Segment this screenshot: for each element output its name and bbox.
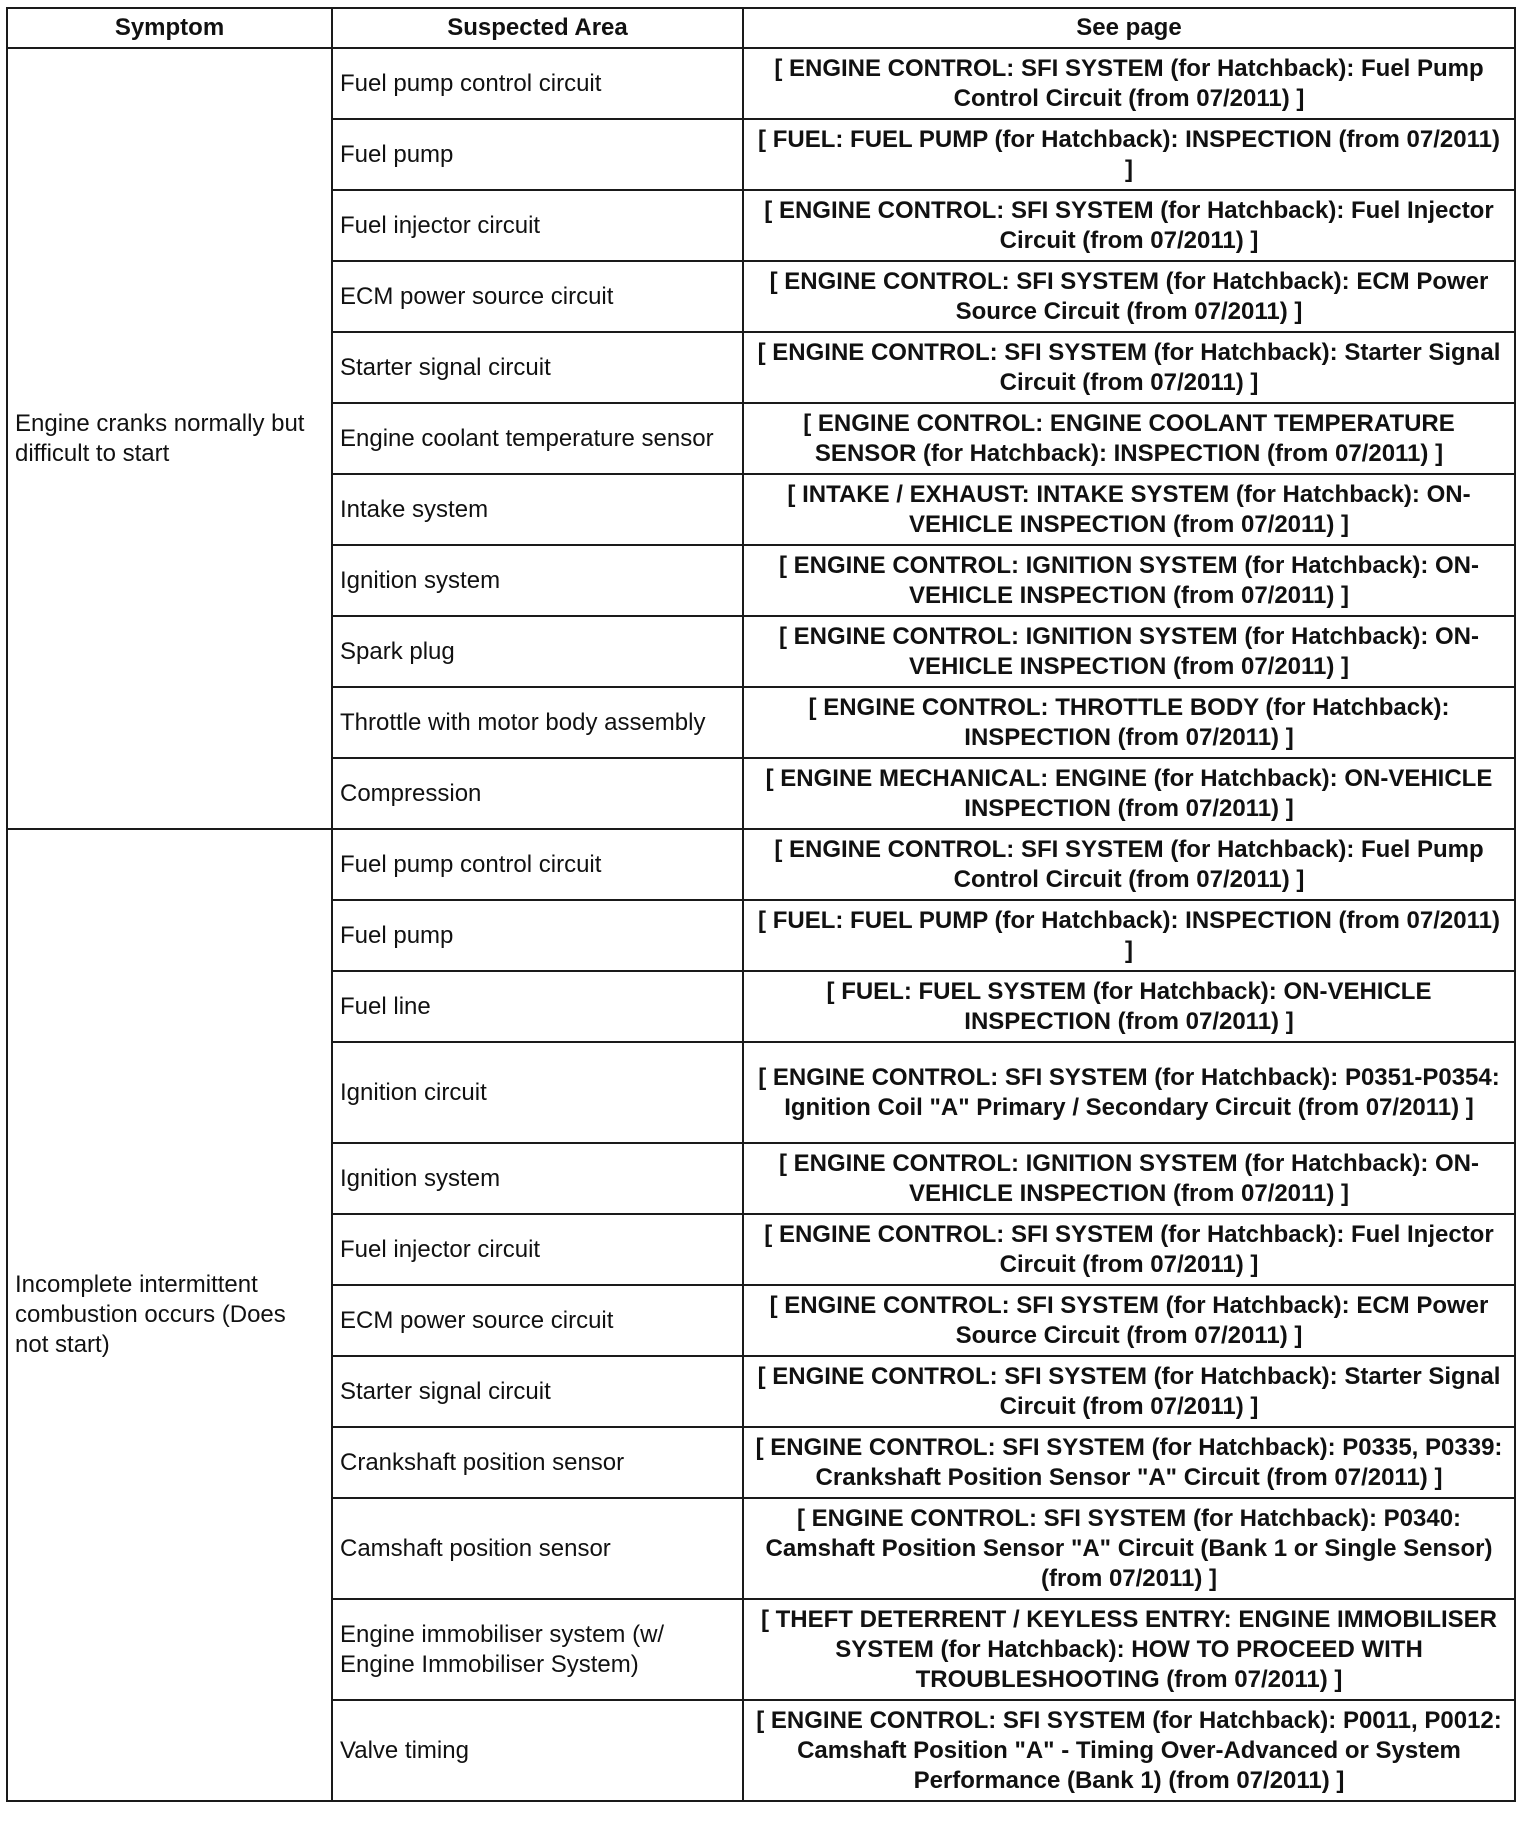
see-page-link[interactable]: [ ENGINE CONTROL: IGNITION SYSTEM (for Hatchback): ON-VEHICLE INSPECTION (from 07/2011) ] (743, 1143, 1515, 1214)
suspected-area-cell: Engine immobiliser system (w/ Engine Immobiliser System) (332, 1599, 743, 1700)
symptom-cell: Engine cranks normally but difficult to start (7, 48, 332, 829)
suspected-area-cell: Intake system (332, 474, 743, 545)
see-page-link[interactable]: [ ENGINE CONTROL: SFI SYSTEM (for Hatchback): P0340: Camshaft Position Sensor "A" Circuit (Bank 1 or Single Sensor) (from 07/2011) ] (743, 1498, 1515, 1599)
suspected-area-cell: Throttle with motor body assembly (332, 687, 743, 758)
suspected-area-cell: Compression (332, 758, 743, 829)
suspected-area-cell: Fuel pump (332, 900, 743, 971)
suspected-area-cell: Crankshaft position sensor (332, 1427, 743, 1498)
table-row (7, 48, 1515, 119)
suspected-area-cell: Fuel pump (332, 119, 743, 190)
suspected-area-cell: Starter signal circuit (332, 332, 743, 403)
suspected-area-cell: Engine coolant temperature sensor (332, 403, 743, 474)
see-page-link[interactable]: [ ENGINE CONTROL: IGNITION SYSTEM (for Hatchback): ON-VEHICLE INSPECTION (from 07/2011) ] (743, 616, 1515, 687)
see-page-link[interactable]: [ ENGINE CONTROL: SFI SYSTEM (for Hatchback): Fuel Injector Circuit (from 07/2011) ] (743, 1214, 1515, 1285)
symptom-cell: Incomplete intermittent combustion occurs (Does not start) (7, 829, 332, 1801)
header-symptom: Symptom (7, 8, 332, 48)
suspected-area-cell: Fuel injector circuit (332, 1214, 743, 1285)
see-page-link[interactable]: [ ENGINE CONTROL: SFI SYSTEM (for Hatchback): P0011, P0012: Camshaft Position "A" - Timing Over-Advanced or System Performance (Bank 1) (from 07/2011) ] (743, 1700, 1515, 1801)
suspected-area-cell: Ignition system (332, 1143, 743, 1214)
suspected-area-cell: Fuel injector circuit (332, 190, 743, 261)
suspected-area-cell: Fuel pump control circuit (332, 829, 743, 900)
table-header-row (7, 8, 1515, 48)
see-page-link[interactable]: [ THEFT DETERRENT / KEYLESS ENTRY: ENGINE IMMOBILISER SYSTEM (for Hatchback): HOW TO PROCEED WITH TROUBLESHOOTING (from 07/2011) ] (743, 1599, 1515, 1700)
see-page-link[interactable]: [ ENGINE CONTROL: SFI SYSTEM (for Hatchback): Fuel Pump Control Circuit (from 07/2011) ] (743, 48, 1515, 119)
suspected-area-cell: Ignition system (332, 545, 743, 616)
see-page-link[interactable]: [ ENGINE CONTROL: SFI SYSTEM (for Hatchback): P0351-P0354: Ignition Coil "A" Primary / Secondary Circuit (from 07/2011) ] (743, 1042, 1515, 1143)
see-page-link[interactable]: [ FUEL: FUEL PUMP (for Hatchback): INSPECTION (from 07/2011) ] (743, 900, 1515, 971)
suspected-area-cell: Starter signal circuit (332, 1356, 743, 1427)
see-page-link[interactable]: [ ENGINE CONTROL: SFI SYSTEM (for Hatchback): Fuel Injector Circuit (from 07/2011) ] (743, 190, 1515, 261)
see-page-link[interactable]: [ ENGINE CONTROL: SFI SYSTEM (for Hatchback): Starter Signal Circuit (from 07/2011) ] (743, 1356, 1515, 1427)
suspected-area-cell: Valve timing (332, 1700, 743, 1801)
see-page-link[interactable]: [ FUEL: FUEL SYSTEM (for Hatchback): ON-VEHICLE INSPECTION (from 07/2011) ] (743, 971, 1515, 1042)
see-page-link[interactable]: [ ENGINE MECHANICAL: ENGINE (for Hatchback): ON-VEHICLE INSPECTION (from 07/2011) ] (743, 758, 1515, 829)
suspected-area-cell: ECM power source circuit (332, 1285, 743, 1356)
see-page-link[interactable]: [ ENGINE CONTROL: SFI SYSTEM (for Hatchback): ECM Power Source Circuit (from 07/2011) ] (743, 1285, 1515, 1356)
see-page-link[interactable]: [ ENGINE CONTROL: SFI SYSTEM (for Hatchback): ECM Power Source Circuit (from 07/2011) ] (743, 261, 1515, 332)
suspected-area-cell: Camshaft position sensor (332, 1498, 743, 1599)
see-page-link[interactable]: [ ENGINE CONTROL: SFI SYSTEM (for Hatchback): Starter Signal Circuit (from 07/2011) ] (743, 332, 1515, 403)
problem-symptoms-table (6, 7, 1516, 1802)
suspected-area-cell: ECM power source circuit (332, 261, 743, 332)
suspected-area-cell: Ignition circuit (332, 1042, 743, 1143)
suspected-area-cell: Spark plug (332, 616, 743, 687)
see-page-link[interactable]: [ ENGINE CONTROL: SFI SYSTEM (for Hatchback): Fuel Pump Control Circuit (from 07/2011) ] (743, 829, 1515, 900)
see-page-link[interactable]: [ FUEL: FUEL PUMP (for Hatchback): INSPECTION (from 07/2011) ] (743, 119, 1515, 190)
see-page-link[interactable]: [ INTAKE / EXHAUST: INTAKE SYSTEM (for Hatchback): ON-VEHICLE INSPECTION (from 07/2011) ] (743, 474, 1515, 545)
see-page-link[interactable]: [ ENGINE CONTROL: SFI SYSTEM (for Hatchback): P0335, P0339: Crankshaft Position Sensor "A" Circuit (from 07/2011) ] (743, 1427, 1515, 1498)
header-suspected-area: Suspected Area (332, 8, 743, 48)
see-page-link[interactable]: [ ENGINE CONTROL: ENGINE COOLANT TEMPERATURE SENSOR (for Hatchback): INSPECTION (from 07/2011) ] (743, 403, 1515, 474)
see-page-link[interactable]: [ ENGINE CONTROL: THROTTLE BODY (for Hatchback): INSPECTION (from 07/2011) ] (743, 687, 1515, 758)
table-row (7, 829, 1515, 900)
header-see-page: See page (743, 8, 1515, 48)
see-page-link[interactable]: [ ENGINE CONTROL: IGNITION SYSTEM (for Hatchback): ON-VEHICLE INSPECTION (from 07/2011) ] (743, 545, 1515, 616)
suspected-area-cell: Fuel line (332, 971, 743, 1042)
suspected-area-cell: Fuel pump control circuit (332, 48, 743, 119)
